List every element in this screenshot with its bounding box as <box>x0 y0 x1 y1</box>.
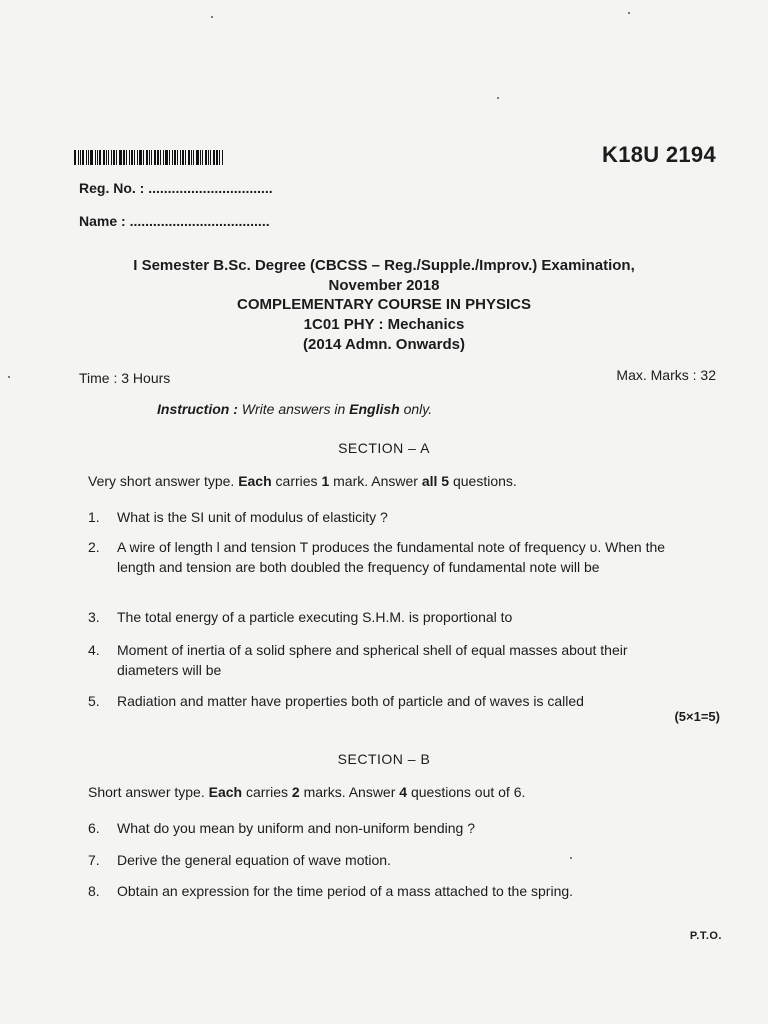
exam-session: November 2018 <box>328 277 440 294</box>
intro-text: carries <box>275 473 318 489</box>
question-text: A wire of length l and tension T produces the fundamental note of frequency υ. When the length and tension are both doubled the frequency of fundamental note will be <box>117 539 666 575</box>
intro-bold: 4 <box>399 784 408 800</box>
question-number: 8. <box>88 883 100 899</box>
question-7 <box>88 850 692 870</box>
barcode-stripe <box>191 150 192 165</box>
barcode-stripe <box>134 150 135 165</box>
question-number: 1. <box>88 509 100 525</box>
barcode-stripe <box>119 150 122 165</box>
question-number: 2. <box>88 539 100 555</box>
barcode-stripe <box>131 150 133 165</box>
intro-bold: 2 <box>291 784 300 800</box>
reg-no-field: Reg. No. : ................................ <box>79 180 273 196</box>
barcode-stripe <box>172 150 173 165</box>
barcode-stripe <box>208 150 209 165</box>
barcode-stripe <box>180 150 181 165</box>
barcode-stripe <box>74 150 76 165</box>
intro-bold: Each <box>238 473 272 489</box>
question-number: 5. <box>88 693 100 709</box>
barcode <box>74 150 224 165</box>
max-marks: Max. Marks : 32 <box>616 367 716 383</box>
barcode-stripe <box>160 150 161 165</box>
barcode-stripe <box>129 150 130 165</box>
barcode-stripe <box>108 150 109 165</box>
intro-text: questions. <box>452 473 517 489</box>
barcode-stripe <box>205 150 207 165</box>
barcode-stripe <box>149 150 150 165</box>
question-text: What is the SI unit of modulus of elasticity ? <box>117 509 388 525</box>
section-b-intro <box>88 784 525 800</box>
exam-title: I Semester B.Sc. Degree (CBCSS – Reg./Supple./Improv.) Examination, <box>133 257 635 274</box>
barcode-stripe <box>146 150 148 165</box>
barcode-stripe <box>86 150 87 165</box>
section-b-title: SECTION – B <box>337 751 431 767</box>
barcode-stripe <box>219 150 220 165</box>
barcode-stripe <box>196 150 199 165</box>
instruction-post: only. <box>403 401 433 417</box>
barcode-stripe <box>113 150 115 165</box>
paper-title: 1C01 PHY : Mechanics <box>303 316 465 333</box>
barcode-stripe <box>126 150 127 165</box>
question-text: Derive the general equation of wave motion. <box>117 852 391 868</box>
intro-bold: all 5 <box>421 473 450 489</box>
barcode-stripe <box>82 150 84 165</box>
intro-text: marks. Answer <box>303 784 396 800</box>
instruction-label: Instruction : <box>157 401 238 417</box>
barcode-stripe <box>222 150 223 165</box>
instruction-pre: Write answers in <box>241 401 346 417</box>
question-2 <box>88 537 692 577</box>
section-a-title: SECTION – A <box>338 440 430 456</box>
barcode-stripe <box>111 150 112 165</box>
barcode-stripe <box>95 150 96 165</box>
scan-speck <box>8 376 10 378</box>
question-3 <box>88 607 692 627</box>
question-text: Radiation and matter have properties both of particle and of waves is called <box>117 693 584 709</box>
paper-code: K18U 2194 <box>602 142 716 167</box>
instruction <box>157 401 432 417</box>
admission-scheme: (2014 Admn. Onwards) <box>303 336 465 353</box>
barcode-stripe <box>90 150 93 165</box>
section-a-intro <box>88 473 517 489</box>
barcode-stripe <box>185 150 186 165</box>
barcode-stripe <box>169 150 170 165</box>
barcode-stripe <box>165 150 168 165</box>
page-turn-over: P.T.O. <box>689 930 722 942</box>
question-number: 6. <box>88 820 100 836</box>
intro-bold: Each <box>208 784 243 800</box>
barcode-stripe <box>188 150 190 165</box>
question-text: The total energy of a particle executing S.H.M. is proportional to <box>117 609 513 625</box>
section-a-marks-tally: (5×1=5) <box>674 709 720 724</box>
question-text: What do you mean by uniform and non-uniform bending ? <box>117 820 475 836</box>
barcode-stripe <box>143 150 144 165</box>
barcode-stripe <box>157 150 159 165</box>
barcode-stripe <box>97 150 98 165</box>
intro-bold: 1 <box>321 473 330 489</box>
barcode-stripe <box>177 150 178 165</box>
barcode-stripe <box>174 150 176 165</box>
barcode-stripe <box>193 150 194 165</box>
barcode-stripe <box>80 150 81 165</box>
barcode-stripe <box>182 150 184 165</box>
intro-text: Very short answer type. <box>88 473 235 489</box>
course-title: COMPLEMENTARY COURSE IN PHYSICS <box>237 296 531 313</box>
barcode-stripe <box>123 150 125 165</box>
scan-speck <box>628 12 630 14</box>
barcode-stripe <box>151 150 152 165</box>
barcode-stripe <box>99 150 101 165</box>
intro-text: questions out of 6. <box>410 784 526 800</box>
barcode-stripe <box>137 150 138 165</box>
barcode-stripe <box>216 150 218 165</box>
question-text: Moment of inertia of a solid sphere and spherical shell of equal masses about their diameters will be <box>117 642 628 678</box>
question-5 <box>88 691 692 711</box>
barcode-stripe <box>106 150 107 165</box>
barcode-stripe <box>210 150 211 165</box>
barcode-stripe <box>139 150 142 165</box>
intro-text: mark. Answer <box>333 473 418 489</box>
question-number: 4. <box>88 642 100 658</box>
barcode-stripe <box>213 150 215 165</box>
barcode-stripe <box>116 150 117 165</box>
barcode-stripe <box>163 150 164 165</box>
barcode-stripe <box>200 150 201 165</box>
barcode-stripe <box>78 150 79 165</box>
barcode-stripe <box>202 150 203 165</box>
barcode-stripe <box>154 150 156 165</box>
question-number: 7. <box>88 852 100 868</box>
barcode-stripe <box>88 150 89 165</box>
scan-speck <box>211 16 213 18</box>
barcode-stripe <box>103 150 105 165</box>
question-4 <box>88 640 692 680</box>
intro-text: carries <box>245 784 288 800</box>
time-allowed: Time : 3 Hours <box>79 370 171 386</box>
scan-speck <box>497 97 499 99</box>
question-8 <box>88 881 692 901</box>
question-1 <box>88 507 692 527</box>
question-number: 3. <box>88 609 100 625</box>
name-field: Name : .................................... <box>79 213 270 229</box>
intro-text: Short answer type. <box>88 784 205 800</box>
question-6 <box>88 818 692 838</box>
question-text: Obtain an expression for the time period of a mass attached to the spring. <box>117 883 574 899</box>
instruction-language: English <box>349 401 400 417</box>
